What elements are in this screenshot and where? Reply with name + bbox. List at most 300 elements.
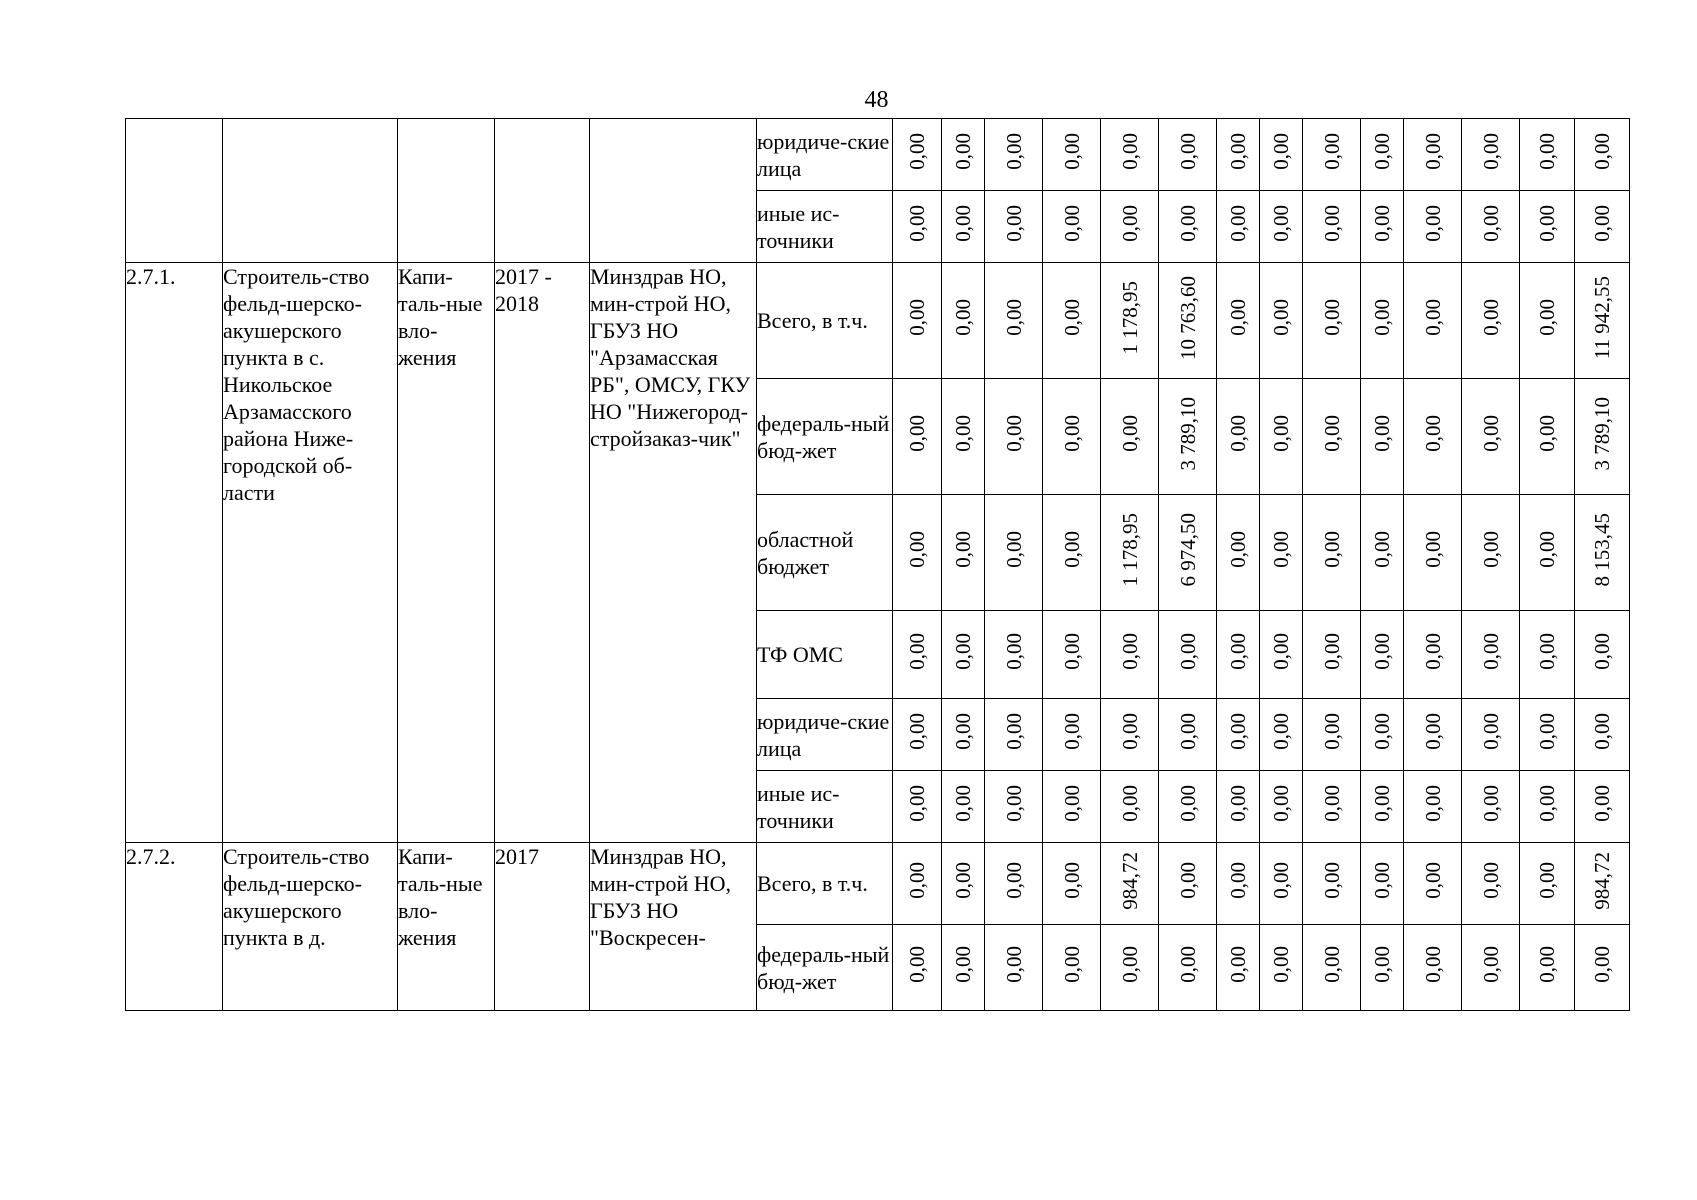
page-number: 48 <box>864 87 889 113</box>
amount-cell <box>1159 843 1217 925</box>
amount-value: 0,00 <box>905 205 929 242</box>
amount-value: 0,00 <box>1226 299 1250 336</box>
amount-value: 0,00 <box>1226 531 1250 568</box>
amount-cell <box>1520 771 1575 843</box>
amount-cell <box>1575 843 1630 925</box>
amount-value: 0,00 <box>1420 133 1445 170</box>
amount-cell <box>1303 771 1361 843</box>
amount-cell <box>893 495 942 611</box>
amount-cell <box>1575 771 1630 843</box>
amount-cell <box>942 495 985 611</box>
amount-value: 0,00 <box>951 785 975 822</box>
amount-cell <box>1101 263 1159 379</box>
amount-value: 8 153,45 <box>1590 512 1614 587</box>
item-code <box>126 119 223 263</box>
amount-value: 0,00 <box>1590 133 1614 170</box>
amount-cell <box>1361 379 1404 495</box>
amount-value: 1 178,95 <box>1117 280 1142 355</box>
item-type: Капи-таль-ные вло-жения <box>398 263 495 843</box>
amount-cell <box>1520 263 1575 379</box>
amount-cell <box>1101 699 1159 771</box>
amount-cell <box>1520 191 1575 263</box>
amount-value: 6 974,50 <box>1175 512 1200 587</box>
amount-value: 0,00 <box>1117 633 1142 670</box>
amount-cell <box>1462 699 1520 771</box>
amount-cell <box>1043 611 1101 699</box>
amount-cell <box>1303 495 1361 611</box>
amount-cell <box>942 771 985 843</box>
item-name <box>223 119 398 263</box>
amount-value: 0,00 <box>1175 946 1200 983</box>
amount-value: 0,00 <box>1478 299 1503 336</box>
amount-value: 0,00 <box>1535 946 1559 983</box>
amount-value: 1 178,95 <box>1117 512 1142 587</box>
amount-value: 0,00 <box>1269 862 1293 899</box>
amount-cell <box>1404 771 1462 843</box>
amount-cell <box>1462 925 1520 1011</box>
amount-cell <box>1260 379 1303 495</box>
amount-value: 0,00 <box>905 415 929 452</box>
amount-cell <box>1361 699 1404 771</box>
amount-cell <box>985 843 1043 925</box>
amount-value: 0,00 <box>1478 633 1503 670</box>
amount-cell <box>1404 379 1462 495</box>
amount-value: 0,00 <box>1319 299 1344 336</box>
amount-cell <box>1462 495 1520 611</box>
amount-value: 0,00 <box>1420 633 1445 670</box>
amount-cell <box>1043 379 1101 495</box>
amount-cell <box>942 925 985 1011</box>
amount-cell <box>1101 119 1159 191</box>
amount-value: 0,00 <box>1370 299 1394 336</box>
amount-value: 0,00 <box>951 713 975 750</box>
amount-cell <box>1159 611 1217 699</box>
amount-cell <box>1361 771 1404 843</box>
amount-value: 0,00 <box>1226 633 1250 670</box>
amount-cell <box>1361 843 1404 925</box>
amount-value: 0,00 <box>1269 415 1293 452</box>
amount-cell <box>1101 495 1159 611</box>
amount-cell <box>942 263 985 379</box>
amount-value: 0,00 <box>1175 633 1200 670</box>
amount-value: 0,00 <box>1001 133 1026 170</box>
amount-value: 0,00 <box>1478 205 1503 242</box>
amount-cell <box>1462 771 1520 843</box>
amount-cell <box>1101 843 1159 925</box>
amount-cell <box>1217 263 1260 379</box>
amount-cell <box>1303 925 1361 1011</box>
amount-value: 0,00 <box>1226 946 1250 983</box>
funding-source: иные ис-точники <box>757 771 893 843</box>
amount-cell <box>1043 119 1101 191</box>
amount-value: 0,00 <box>1478 415 1503 452</box>
amount-value: 0,00 <box>905 299 929 336</box>
table-row <box>126 263 1630 379</box>
amount-cell <box>1043 191 1101 263</box>
amount-value: 0,00 <box>905 633 929 670</box>
amount-value: 0,00 <box>1420 946 1445 983</box>
funding-source: юридиче-ские лица <box>757 119 893 191</box>
amount-cell <box>1404 925 1462 1011</box>
amount-cell <box>985 699 1043 771</box>
amount-cell <box>1303 699 1361 771</box>
amount-cell <box>1101 611 1159 699</box>
amount-cell <box>893 843 942 925</box>
amount-cell <box>1217 119 1260 191</box>
amount-cell <box>942 699 985 771</box>
item-period: 2017 - 2018 <box>495 263 590 843</box>
item-period <box>495 119 590 263</box>
amount-cell <box>1159 771 1217 843</box>
amount-cell <box>1260 495 1303 611</box>
amount-cell <box>1159 495 1217 611</box>
amount-value: 0,00 <box>1478 862 1503 899</box>
amount-cell <box>1217 611 1260 699</box>
amount-value: 0,00 <box>1478 785 1503 822</box>
amount-value: 0,00 <box>1001 415 1026 452</box>
amount-value: 0,00 <box>1001 946 1026 983</box>
amount-cell <box>1462 843 1520 925</box>
amount-cell <box>1260 699 1303 771</box>
amount-cell <box>1575 699 1630 771</box>
amount-value: 0,00 <box>951 531 975 568</box>
amount-value: 0,00 <box>1226 785 1250 822</box>
amount-cell <box>942 611 985 699</box>
amount-value: 0,00 <box>1478 713 1503 750</box>
amount-value: 0,00 <box>1370 133 1394 170</box>
amount-value: 0,00 <box>1269 531 1293 568</box>
amount-value: 0,00 <box>1535 713 1559 750</box>
amount-value: 0,00 <box>1535 133 1559 170</box>
item-code: 2.7.1. <box>126 263 223 843</box>
amount-cell <box>893 771 942 843</box>
amount-value: 0,00 <box>1478 531 1503 568</box>
amount-cell <box>1404 191 1462 263</box>
amount-value: 0,00 <box>905 862 929 899</box>
amount-cell <box>1575 925 1630 1011</box>
amount-cell <box>1575 191 1630 263</box>
amount-value: 0,00 <box>1478 133 1503 170</box>
amount-value: 0,00 <box>951 946 975 983</box>
amount-cell <box>1303 263 1361 379</box>
amount-value: 0,00 <box>1226 862 1250 899</box>
amount-cell <box>1043 843 1101 925</box>
amount-cell <box>942 843 985 925</box>
amount-value: 0,00 <box>1535 531 1559 568</box>
amount-cell <box>1575 119 1630 191</box>
amount-value: 0,00 <box>1370 415 1394 452</box>
amount-value: 0,00 <box>1590 713 1614 750</box>
amount-cell <box>1361 495 1404 611</box>
item-executor: Минздрав НО, мин-строй НО, ГБУЗ НО "Воскресен- <box>590 843 757 1011</box>
amount-value: 0,00 <box>951 205 975 242</box>
amount-cell <box>1260 119 1303 191</box>
table-row <box>126 119 1630 191</box>
amount-value: 0,00 <box>1226 415 1250 452</box>
amount-value: 0,00 <box>1269 133 1293 170</box>
amount-value: 0,00 <box>1001 299 1026 336</box>
amount-value: 0,00 <box>1370 785 1394 822</box>
amount-value: 0,00 <box>1319 633 1344 670</box>
amount-cell <box>1361 263 1404 379</box>
amount-value: 0,00 <box>1420 785 1445 822</box>
amount-cell <box>985 495 1043 611</box>
funding-source: иные ис-точники <box>757 191 893 263</box>
amount-value: 0,00 <box>1175 713 1200 750</box>
amount-cell <box>1520 379 1575 495</box>
amount-value: 0,00 <box>1117 415 1142 452</box>
amount-cell <box>985 191 1043 263</box>
amount-cell <box>1404 843 1462 925</box>
amount-cell <box>1217 191 1260 263</box>
item-name: Строитель-ство фельд-шерско-акушерского пункта в д. <box>223 843 398 1011</box>
amount-cell <box>1575 495 1630 611</box>
amount-cell <box>893 925 942 1011</box>
amount-cell <box>1260 611 1303 699</box>
amount-value: 0,00 <box>1059 133 1084 170</box>
amount-value: 0,00 <box>1370 633 1394 670</box>
amount-value: 0,00 <box>1319 133 1344 170</box>
amount-cell <box>1361 925 1404 1011</box>
amount-cell <box>1303 611 1361 699</box>
amount-cell <box>1361 611 1404 699</box>
amount-value: 0,00 <box>1420 862 1445 899</box>
amount-cell <box>985 379 1043 495</box>
amount-value: 0,00 <box>1269 713 1293 750</box>
amount-value: 0,00 <box>1590 205 1614 242</box>
amount-cell <box>1462 119 1520 191</box>
amount-cell <box>1159 191 1217 263</box>
item-name: Строитель-ство фельд-шерско-акушерского пункта в с. Никольское Арзамасского района Ниже-городской об-ласти <box>223 263 398 843</box>
amount-value: 0,00 <box>1117 946 1142 983</box>
amount-value: 0,00 <box>1117 713 1142 750</box>
item-type: Капи-таль-ные вло-жения <box>398 843 495 1011</box>
funding-source: федераль-ный бюд-жет <box>757 925 893 1011</box>
amount-value: 3 789,10 <box>1175 396 1200 471</box>
amount-value: 0,00 <box>1370 531 1394 568</box>
amount-cell <box>1303 379 1361 495</box>
amount-cell <box>1217 771 1260 843</box>
table-body <box>126 119 1630 1011</box>
amount-value: 0,00 <box>1001 862 1026 899</box>
amount-cell <box>1575 611 1630 699</box>
amount-value: 0,00 <box>1590 946 1614 983</box>
amount-value: 0,00 <box>1420 713 1445 750</box>
amount-cell <box>942 119 985 191</box>
amount-value: 0,00 <box>1226 713 1250 750</box>
amount-value: 0,00 <box>905 946 929 983</box>
amount-value: 0,00 <box>1226 205 1250 242</box>
amount-cell <box>1260 263 1303 379</box>
amount-cell <box>1159 699 1217 771</box>
amount-cell <box>1462 611 1520 699</box>
amount-cell <box>1159 119 1217 191</box>
amount-cell <box>985 119 1043 191</box>
amount-value: 0,00 <box>1269 946 1293 983</box>
amount-value: 0,00 <box>1319 415 1344 452</box>
amount-cell <box>1043 771 1101 843</box>
amount-cell <box>1043 925 1101 1011</box>
amount-value: 3 789,10 <box>1590 396 1614 471</box>
amount-value: 0,00 <box>1175 133 1200 170</box>
funding-source: областной бюджет <box>757 495 893 611</box>
amount-cell <box>893 191 942 263</box>
amount-value: 0,00 <box>951 862 975 899</box>
amount-cell <box>1462 191 1520 263</box>
amount-value: 0,00 <box>1226 133 1250 170</box>
amount-value: 0,00 <box>1059 946 1084 983</box>
amount-value: 984,72 <box>1117 851 1142 910</box>
amount-value: 0,00 <box>1319 713 1344 750</box>
amount-cell <box>1217 925 1260 1011</box>
amount-value: 0,00 <box>1117 205 1142 242</box>
amount-cell <box>1217 495 1260 611</box>
amount-value: 10 763,60 <box>1175 275 1200 360</box>
amount-value: 0,00 <box>1319 862 1344 899</box>
amount-cell <box>1159 379 1217 495</box>
amount-value: 0,00 <box>1001 785 1026 822</box>
amount-value: 0,00 <box>1420 415 1445 452</box>
amount-value: 0,00 <box>1059 785 1084 822</box>
amount-cell <box>1462 263 1520 379</box>
amount-value: 0,00 <box>1269 785 1293 822</box>
amount-cell <box>1361 119 1404 191</box>
amount-value: 0,00 <box>1370 713 1394 750</box>
funding-source: Всего, в т.ч. <box>757 263 893 379</box>
amount-value: 0,00 <box>1059 862 1084 899</box>
amount-value: 0,00 <box>1420 531 1445 568</box>
amount-value: 0,00 <box>1059 299 1084 336</box>
amount-value: 0,00 <box>1269 299 1293 336</box>
amount-value: 0,00 <box>905 785 929 822</box>
amount-cell <box>1520 495 1575 611</box>
amount-value: 0,00 <box>1535 415 1559 452</box>
amount-cell <box>1043 263 1101 379</box>
amount-cell <box>1462 379 1520 495</box>
amount-value: 0,00 <box>1269 205 1293 242</box>
amount-value: 0,00 <box>951 415 975 452</box>
amount-value: 0,00 <box>1001 205 1026 242</box>
amount-cell <box>1101 771 1159 843</box>
amount-value: 0,00 <box>1319 946 1344 983</box>
table-row <box>126 843 1630 925</box>
funding-source: ТФ ОМС <box>757 611 893 699</box>
amount-value: 0,00 <box>951 299 975 336</box>
amount-cell <box>1260 771 1303 843</box>
amount-value: 0,00 <box>1001 531 1026 568</box>
amount-value: 0,00 <box>1319 531 1344 568</box>
amount-cell <box>1217 379 1260 495</box>
amount-value: 0,00 <box>1478 946 1503 983</box>
amount-cell <box>1520 699 1575 771</box>
amount-cell <box>1260 925 1303 1011</box>
amount-cell <box>1260 191 1303 263</box>
amount-value: 0,00 <box>1059 205 1084 242</box>
amount-cell <box>1520 611 1575 699</box>
amount-value: 0,00 <box>1535 205 1559 242</box>
amount-cell <box>893 119 942 191</box>
amount-cell <box>1303 843 1361 925</box>
item-code: 2.7.2. <box>126 843 223 1011</box>
amount-value: 0,00 <box>1269 633 1293 670</box>
amount-cell <box>893 263 942 379</box>
amount-value: 0,00 <box>1590 633 1614 670</box>
amount-cell <box>985 925 1043 1011</box>
amount-value: 0,00 <box>1001 633 1026 670</box>
amount-cell <box>1260 843 1303 925</box>
amount-value: 0,00 <box>951 133 975 170</box>
amount-value: 0,00 <box>1319 785 1344 822</box>
amount-cell <box>1404 263 1462 379</box>
amount-cell <box>1361 191 1404 263</box>
amount-cell <box>1159 263 1217 379</box>
amount-value: 984,72 <box>1590 851 1614 910</box>
amount-cell <box>1043 495 1101 611</box>
amount-cell <box>1520 119 1575 191</box>
amount-cell <box>1404 119 1462 191</box>
amount-value: 0,00 <box>1117 785 1142 822</box>
amount-cell <box>1101 925 1159 1011</box>
amount-value: 0,00 <box>1175 785 1200 822</box>
amount-cell <box>1303 119 1361 191</box>
amount-cell <box>942 379 985 495</box>
amount-value: 0,00 <box>1535 785 1559 822</box>
amount-value: 0,00 <box>1535 862 1559 899</box>
item-executor <box>590 119 757 263</box>
amount-value: 0,00 <box>1420 299 1445 336</box>
amount-value: 0,00 <box>1420 205 1445 242</box>
amount-value: 0,00 <box>1175 205 1200 242</box>
amount-cell <box>893 611 942 699</box>
amount-value: 11 942,55 <box>1590 275 1614 360</box>
amount-cell <box>985 611 1043 699</box>
amount-cell <box>893 699 942 771</box>
amount-cell <box>1101 379 1159 495</box>
amount-value: 0,00 <box>1117 133 1142 170</box>
amount-cell <box>985 771 1043 843</box>
amount-value: 0,00 <box>1059 633 1084 670</box>
amount-value: 0,00 <box>951 633 975 670</box>
amount-value: 0,00 <box>1175 862 1200 899</box>
amount-value: 0,00 <box>1590 785 1614 822</box>
amount-value: 0,00 <box>1535 633 1559 670</box>
amount-cell <box>1043 699 1101 771</box>
amount-cell <box>1159 925 1217 1011</box>
amount-value: 0,00 <box>905 133 929 170</box>
amount-cell <box>985 263 1043 379</box>
amount-cell <box>942 191 985 263</box>
funding-source: юридиче-ские лица <box>757 699 893 771</box>
amount-cell <box>1404 495 1462 611</box>
amount-value: 0,00 <box>1001 713 1026 750</box>
program-budget-table <box>125 118 1630 1011</box>
amount-value: 0,00 <box>905 713 929 750</box>
amount-value: 0,00 <box>1370 862 1394 899</box>
item-executor: Минздрав НО, мин-строй НО, ГБУЗ НО "Арзамасская РБ", ОМСУ, ГКУ НО "Нижегород-стройзаказ-чик" <box>590 263 757 843</box>
amount-value: 0,00 <box>1370 946 1394 983</box>
item-type <box>398 119 495 263</box>
funding-source: федераль-ный бюд-жет <box>757 379 893 495</box>
amount-value: 0,00 <box>1059 531 1084 568</box>
amount-cell <box>893 379 942 495</box>
amount-value: 0,00 <box>1319 205 1344 242</box>
funding-source: Всего, в т.ч. <box>757 843 893 925</box>
amount-cell <box>1520 925 1575 1011</box>
amount-cell <box>1303 191 1361 263</box>
amount-cell <box>1520 843 1575 925</box>
amount-value: 0,00 <box>1059 713 1084 750</box>
amount-cell <box>1217 699 1260 771</box>
